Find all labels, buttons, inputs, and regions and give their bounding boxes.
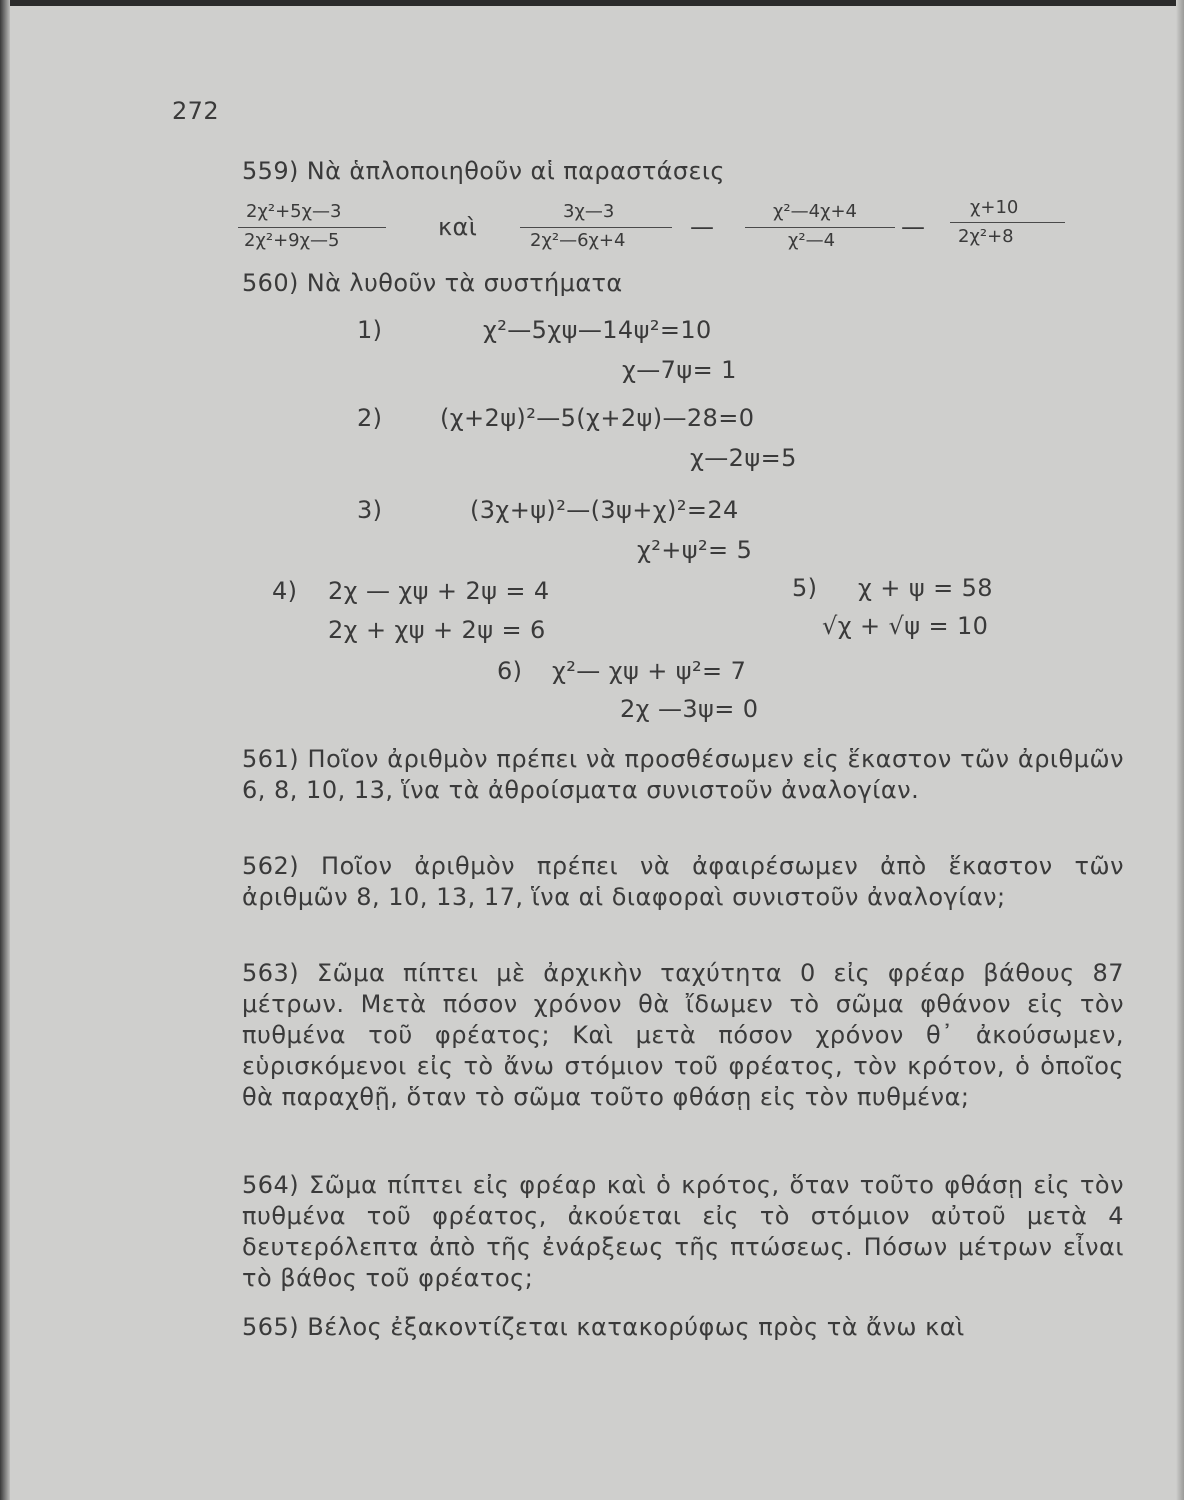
fraction-3-denominator: χ²—4 — [788, 230, 836, 251]
fraction-2-denominator: 2χ²—6χ+4 — [530, 230, 626, 251]
system-6-label: 6) — [497, 657, 523, 685]
system-2-equation-1: (χ+2ψ)²—5(χ+2ψ)—28=0 — [440, 404, 755, 432]
fraction-3-numerator: χ²—4χ+4 — [773, 201, 857, 222]
system-4-equation-1: 2χ — χψ + 2ψ = 4 — [328, 577, 550, 605]
fraction-3-bar — [745, 227, 895, 228]
problem-559-heading: 559) Νὰ ἁπλοποιηθοῦν αἱ παραστάσεις — [242, 157, 725, 185]
system-1-equation-1: χ²—5χψ—14ψ²=10 — [483, 316, 712, 344]
system-4-equation-2: 2χ + χψ + 2ψ = 6 — [328, 616, 546, 644]
fraction-1-numerator: 2χ²+5χ—3 — [246, 201, 342, 222]
system-1-label: 1) — [357, 316, 383, 344]
page-number: 272 — [172, 97, 220, 125]
fraction-2-numerator: 3χ—3 — [563, 201, 615, 222]
minus-sign-1: — — [690, 213, 715, 241]
system-3-label: 3) — [357, 496, 383, 524]
scan-right-border — [1176, 0, 1184, 1500]
fraction-4-bar — [950, 222, 1065, 223]
conjunction-kai: καὶ — [438, 213, 478, 241]
system-2-label: 2) — [357, 404, 383, 432]
system-3-equation-1: (3χ+ψ)²—(3ψ+χ)²=24 — [470, 496, 739, 524]
fraction-1-bar — [238, 227, 386, 228]
fraction-4-denominator: 2χ²+8 — [958, 226, 1014, 247]
fraction-1-denominator: 2χ²+9χ—5 — [244, 230, 340, 251]
minus-sign-2: — — [901, 213, 926, 241]
problem-561: 561) Ποῖον ἀριθμὸν πρέπει νὰ προσθέσωμεν εἰς ἕκαστον τῶν ἀριθμῶν 6, 8, 10, 13, ἵνα τὰ ἀθροίσματα συνιστοῦν ἀναλογίαν. — [242, 745, 1124, 804]
fraction-2-bar — [520, 227, 672, 228]
system-6-equation-2: 2χ —3ψ= 0 — [620, 695, 759, 723]
problem-563: 563) Σῶμα πίπτει μὲ ἀρχικὴν ταχύτητα 0 εἰς φρέαρ βάθους 87 μέτρων. Μετὰ πόσον χρόνον θὰ ἴδωμεν τὸ σῶμα φθάνον εἰς τὸν πυθμένα τοῦ φρέατος; Καὶ μετὰ πόσον χρόνον θ᾽ ἀκούσωμεν, εὑρισκόμενοι εἰς τὸ ἄνω στόμιον τοῦ φρέατος, τὸν κρότον, ὁ ὁποῖος θὰ παραχθῇ, ὅταν τὸ σῶμα τοῦτο φθάσῃ εἰς τὸν πυθμένα; — [242, 959, 1124, 1111]
system-3-equation-2: χ²+ψ²= 5 — [637, 536, 753, 564]
problem-565: 565) Βέλος ἐξακοντίζεται κατακορύφως πρὸς τὰ ἄνω καὶ — [242, 1313, 965, 1341]
system-6-equation-1: χ²— χψ + ψ²= 7 — [552, 657, 747, 685]
system-5-equation-1: χ + ψ = 58 — [858, 574, 993, 602]
problem-560-heading: 560) Νὰ λυθοῦν τὰ συστήματα — [242, 269, 623, 297]
scan-left-border — [0, 0, 10, 1500]
problem-564: 564) Σῶμα πίπτει εἰς φρέαρ καὶ ὁ κρότος, ὅταν τοῦτο φθάσῃ εἰς τὸν πυθμένα τοῦ φρέατος, ἀκούεται εἰς τὸ στόμιον αὐτοῦ μετὰ 4 δευτερόλεπτα ἀπὸ τῆς ἐνάρξεως τῆς πτώσεως. Πόσων μέτρων εἶναι τὸ βάθος τοῦ φρέατος; — [242, 1171, 1124, 1292]
fraction-4-numerator: χ+10 — [970, 197, 1019, 218]
problem-562: 562) Ποῖον ἀριθμὸν πρέπει νὰ ἀφαιρέσωμεν ἀπὸ ἕκαστον τῶν ἀριθμῶν 8, 10, 13, 17, ἵνα αἱ διαφοραὶ συνιστοῦν ἀναλογίαν; — [242, 852, 1124, 911]
system-4-label: 4) — [272, 577, 298, 605]
system-5-equation-2: √χ + √ψ = 10 — [822, 612, 989, 640]
system-2-equation-2: χ—2ψ=5 — [690, 444, 797, 472]
scan-top-border — [0, 0, 1184, 6]
system-1-equation-2: χ—7ψ= 1 — [622, 356, 737, 384]
system-5-label: 5) — [792, 574, 818, 602]
